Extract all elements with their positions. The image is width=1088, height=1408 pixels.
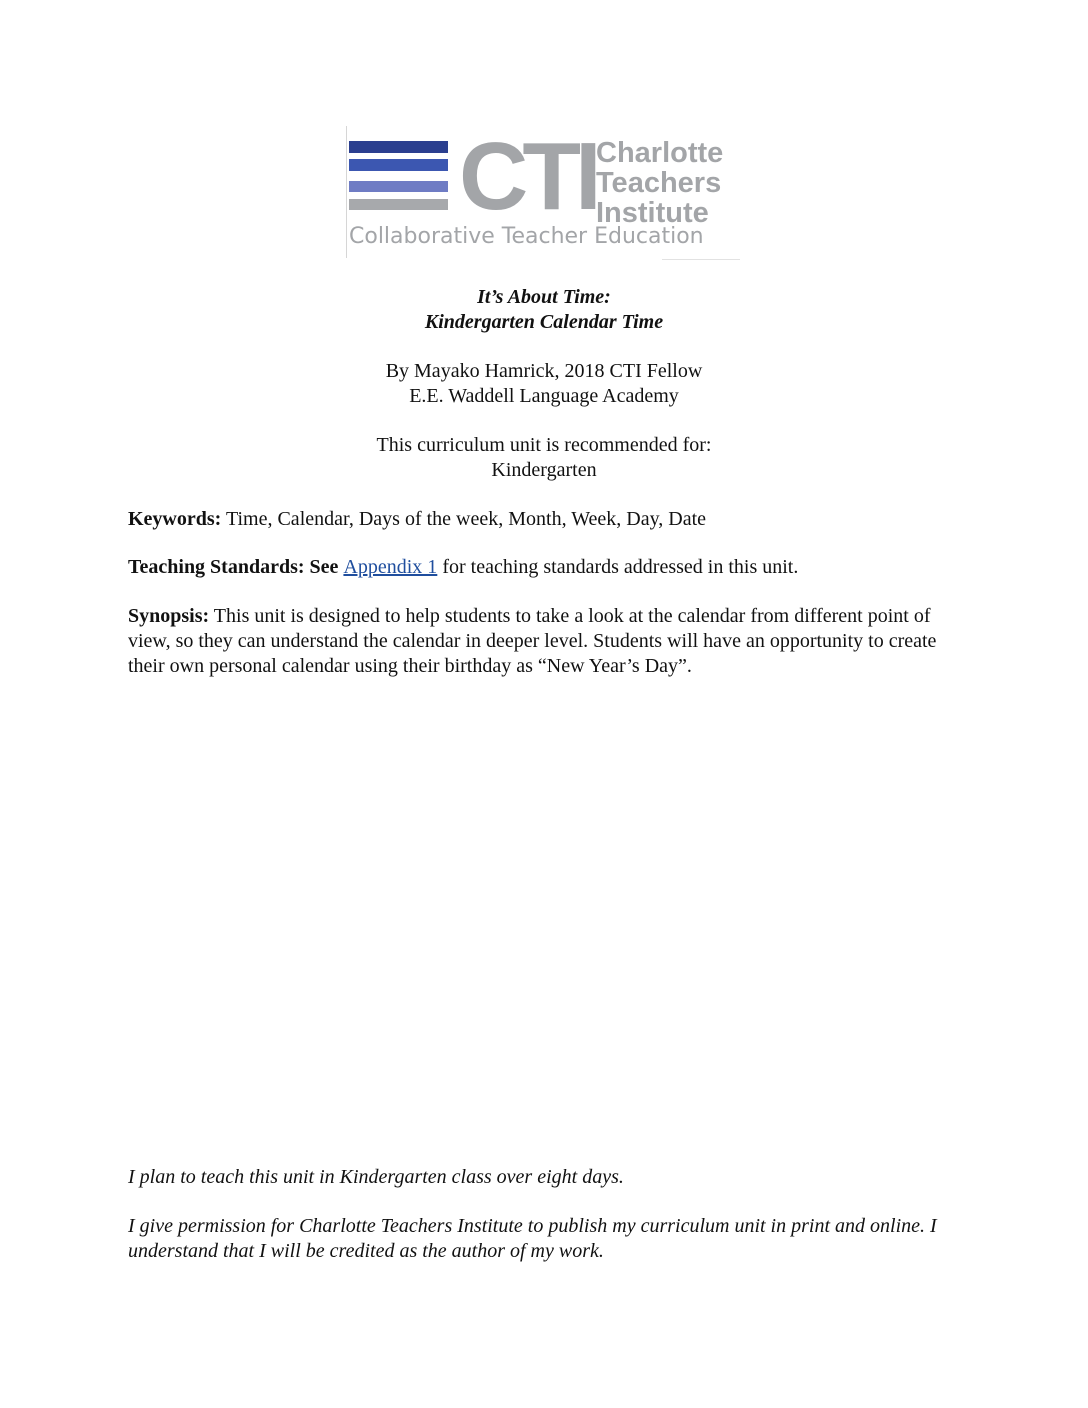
keywords-paragraph (128, 507, 958, 532)
logo-organization-name (596, 138, 723, 228)
synopsis-label: Synopsis: (128, 605, 210, 627)
byline (0, 359, 1088, 409)
cti-logo (346, 123, 742, 262)
author-line: By Mayako Hamrick, 2018 CTI Fellow (385, 360, 703, 382)
appendix-link[interactable]: Appendix 1 (343, 556, 438, 578)
logo-divider (346, 126, 347, 258)
plan-statement: I plan to teach this unit in Kindergarten class over eight days. (128, 1166, 624, 1188)
logo-bar-1 (349, 141, 448, 153)
title-line-1: It’s About Time: (477, 286, 611, 308)
logo-bar-3 (349, 181, 448, 192)
logo-tagline: Collaborative Teacher Education (349, 224, 704, 249)
school-line: E.E. Waddell Language Academy (409, 385, 679, 407)
recommendation-line-1: This curriculum unit is recommended for: (376, 434, 712, 456)
title-line-2: Kindergarten Calendar Time (424, 311, 664, 333)
recommendation-line-2: Kindergarten (491, 459, 597, 481)
document-title (0, 285, 1088, 335)
synopsis-text: This unit is designed to help students to take a look at the calendar from different point of view, so they can understand the calendar in deeper level. Students will have an opportunity to create their own personal calendar using their birthday as “New Year’s Day”. (128, 605, 937, 677)
standards-paragraph (128, 555, 958, 580)
keywords-text: Time, Calendar, Days of the week, Month, Week, Day, Date (221, 508, 707, 530)
logo-acronym: CTI (459, 123, 596, 230)
logo-bar-2 (349, 159, 448, 171)
recommendation (0, 433, 1088, 483)
synopsis-paragraph (128, 604, 958, 679)
permission-statement: I give permission for Charlotte Teachers Institute to publish my curriculum unit in print and online. I understand that I will be credited as the author of my work. (128, 1215, 937, 1262)
logo-bar-4 (349, 199, 448, 210)
standards-label: Teaching Standards: See (128, 556, 344, 578)
logo-name-line-1: Charlotte (596, 137, 724, 169)
logo-name-line-2: Teachers (596, 167, 722, 199)
standards-text: for teaching standards addressed in this unit. (437, 556, 799, 578)
logo-name-line-3: Institute (596, 197, 709, 229)
logo-underline (662, 259, 740, 260)
keywords-label: Keywords: (128, 508, 222, 530)
